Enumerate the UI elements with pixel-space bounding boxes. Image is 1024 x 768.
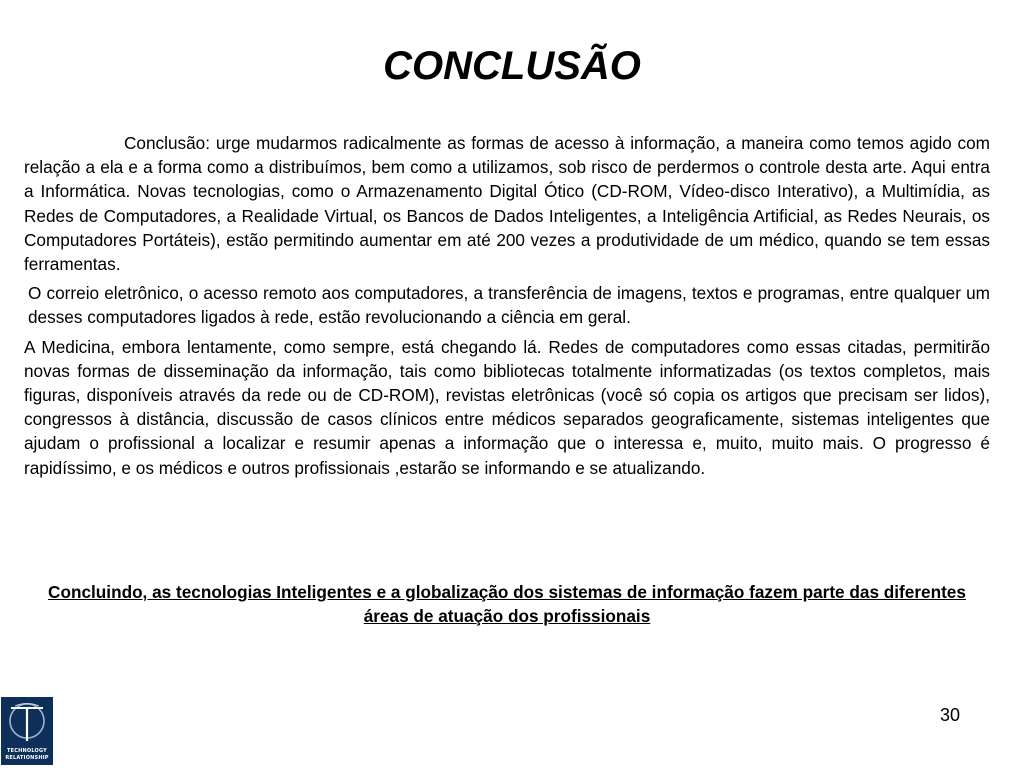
paragraph-correio-eletronico: O correio eletrônico, o acesso remoto aos computadores, a transferência de imagens, textos e programas, entre qualquer um desses computadores ligados à rede, estão revolucionando a ciência em geral.	[28, 283, 990, 328]
paragraph-medicina: A Medicina, embora lentamente, como sempre, está chegando lá. Redes de computadores como essas citadas, permitirão novas formas de disseminação da informação, tais como bibliotecas totalmente informatizadas (os textos completos, mais figuras, disponíveis através da rede ou de CD-ROM), revistas eletrônicas (você só copia os artigos que precisam ser lidos), congressos à distância, discussão de casos clínicos entre médicos separados geograficamente, sistemas inteligentes que ajudam o profissional a localizar e resumir apenas a informação que o interessa e, muito, muito mais. O progresso é rapidíssimo, e os médicos e outros profissionais ,estarão se informando e se atualizando.	[24, 336, 990, 478]
logo-text-technology: TECHNOLOGY	[7, 748, 47, 754]
paragraph-conclusao: Conclusão: urge mudarmos radicalmente as formas de acesso à informação, a maneira como temos agido com relação a ela e a forma como a distribuímos, bem como a utilizamos, sob risco de perdermos o controle desta arte. Aqui entra a Informática. Novas tecnologias, como o Armazenamento Digital Ótico (CD-ROM, Vídeo-disco Interativo), a Multimídia, as Redes de Computadores, a Realidade Virtual, os Bancos de Dados Inteligentes, a Inteligência Artificial, as Redes Neurais, os Computadores Portáteis), estão permitindo aumentar em até 200 vezes a produtividade de um médico, quando se tem essas ferramentas.	[24, 133, 990, 275]
logo-text-relationship: RELATIONSHIP	[5, 755, 49, 761]
page-number: 30	[939, 705, 961, 725]
slide-body	[24, 131, 990, 485]
slide-title: CONCLUSÃO	[383, 44, 641, 88]
technology-relationship-logo	[1, 697, 53, 765]
conclusion-statement: Concluindo, as tecnologias Inteligentes e a globalização dos sistemas de informação fazem parte das diferentes áreas de atuação dos profissionais	[48, 582, 966, 626]
